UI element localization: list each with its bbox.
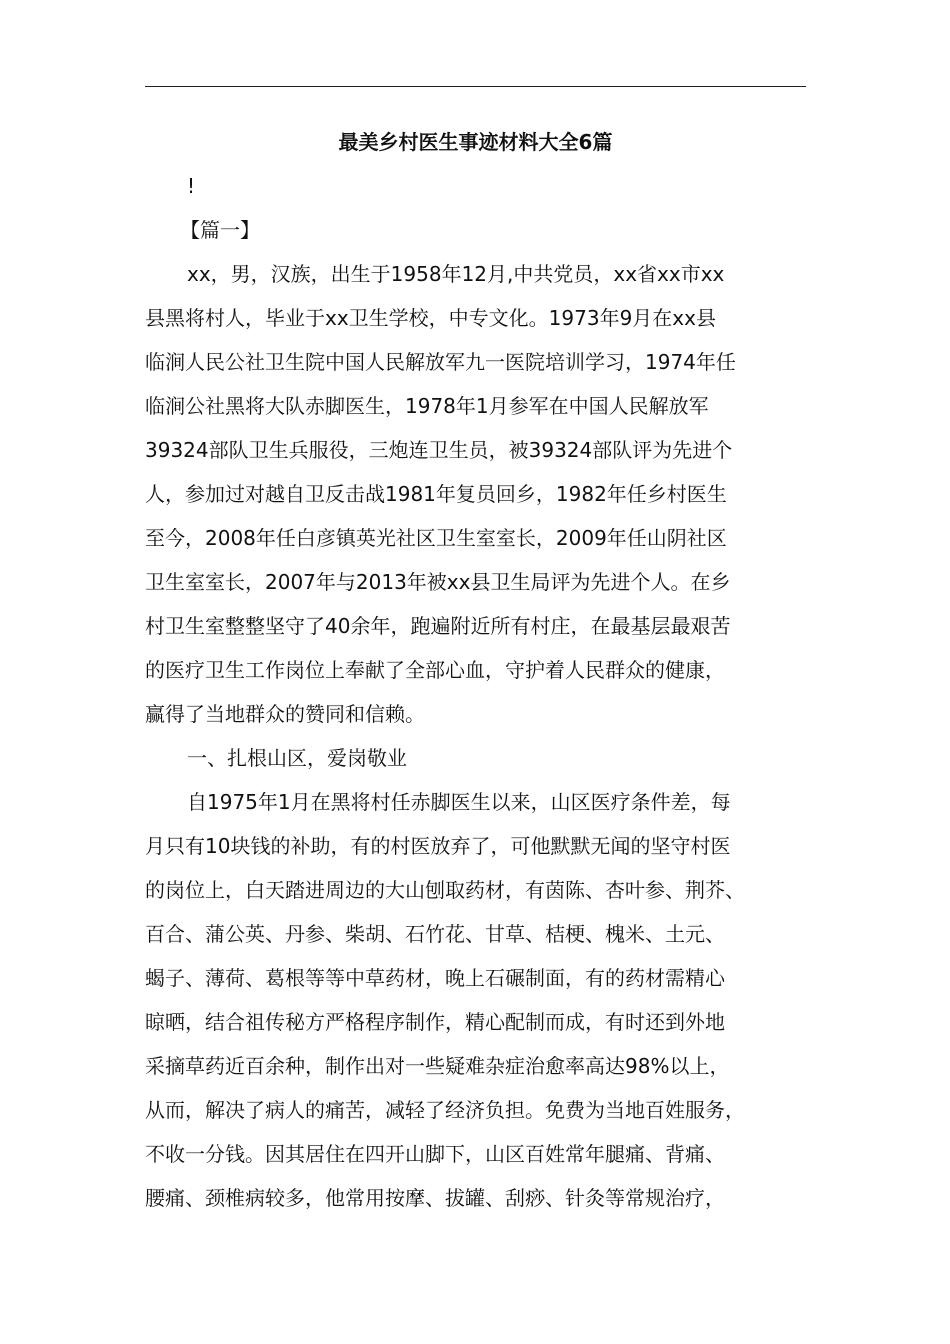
paragraph-line: 至今，2008年任白彦镇英光社区卫生室室长，2009年任山阴社区 [145, 526, 727, 550]
exclamation-mark: ! [187, 174, 196, 198]
paragraph-line: 的岗位上，白天踏进周边的大山刨取药材，有茵陈、杏叶参、荆芥、 [145, 878, 745, 902]
paragraph-line: 临涧人民公社卫生院中国人民解放军九一医院培训学习，1974年任 [145, 350, 736, 374]
paragraph-line: 晾晒，结合祖传秘方严格程序制作，精心配制而成，有时还到外地 [145, 1010, 725, 1034]
paragraph-line: 村卫生室整整坚守了40余年，跑遍附近所有村庄，在最基层最艰苦 [145, 614, 731, 638]
paragraph-line: 卫生室室长，2007年与2013年被xx县卫生局评为先进个人。在乡 [145, 570, 731, 594]
paragraph-line: 腰痛、颈椎病较多，他常用按摩、拔罐、刮痧、针灸等常规治疗， [145, 1186, 725, 1210]
paragraph-line: 县黑将村人，毕业于xx卫生学校，中专文化。1973年9月在xx县 [145, 306, 716, 330]
paragraph-line: 不收一分钱。因其居住在四开山脚下，山区百姓常年腿痛、背痛、 [145, 1142, 725, 1166]
paragraph-line: 自1975年1月在黑将村任赤脚医生以来，山区医疗条件差，每 [187, 790, 731, 814]
section-heading: 【篇一】 [180, 218, 260, 242]
paragraph-line: 的医疗卫生工作岗位上奉献了全部心血，守护着人民群众的健康， [145, 658, 725, 682]
document-title: 最美乡村医生事迹材料大全6篇 [338, 130, 613, 154]
paragraph-line: 临涧公社黑将大队赤脚医生，1978年1月参军在中国人民解放军 [145, 394, 709, 418]
paragraph-line: 月只有10块钱的补助，有的村医放弃了，可他默默无闻的坚守村医 [145, 834, 731, 858]
paragraph-line: 蝎子、薄荷、葛根等等中草药材，晚上石碾制面，有的药材需精心 [145, 966, 725, 990]
paragraph-line: 赢得了当地群众的赞同和信赖。 [145, 702, 425, 726]
header-rule [145, 86, 806, 87]
paragraph-line: 从而，解决了病人的痛苦，减轻了经济负担。免费为当地百姓服务， [145, 1098, 745, 1122]
paragraph-line: 采摘草药近百余种，制作出对一些疑难杂症治愈率高达98%以上， [145, 1054, 730, 1078]
subsection-heading: 一、扎根山区，爱岗敬业 [187, 746, 407, 770]
paragraph-line: 百合、蒲公英、丹参、柴胡、石竹花、甘草、桔梗、槐米、土元、 [145, 922, 725, 946]
paragraph-line: 人，参加过对越自卫反击战1981年复员回乡，1982年任乡村医生 [145, 482, 727, 506]
paragraph-line: xx，男，汉族，出生于1958年12月,中共党员，xx省xx市xx [187, 262, 725, 286]
paragraph-line: 39324部队卫生兵服役，三炮连卫生员，被39324部队评为先进个 [145, 438, 733, 462]
